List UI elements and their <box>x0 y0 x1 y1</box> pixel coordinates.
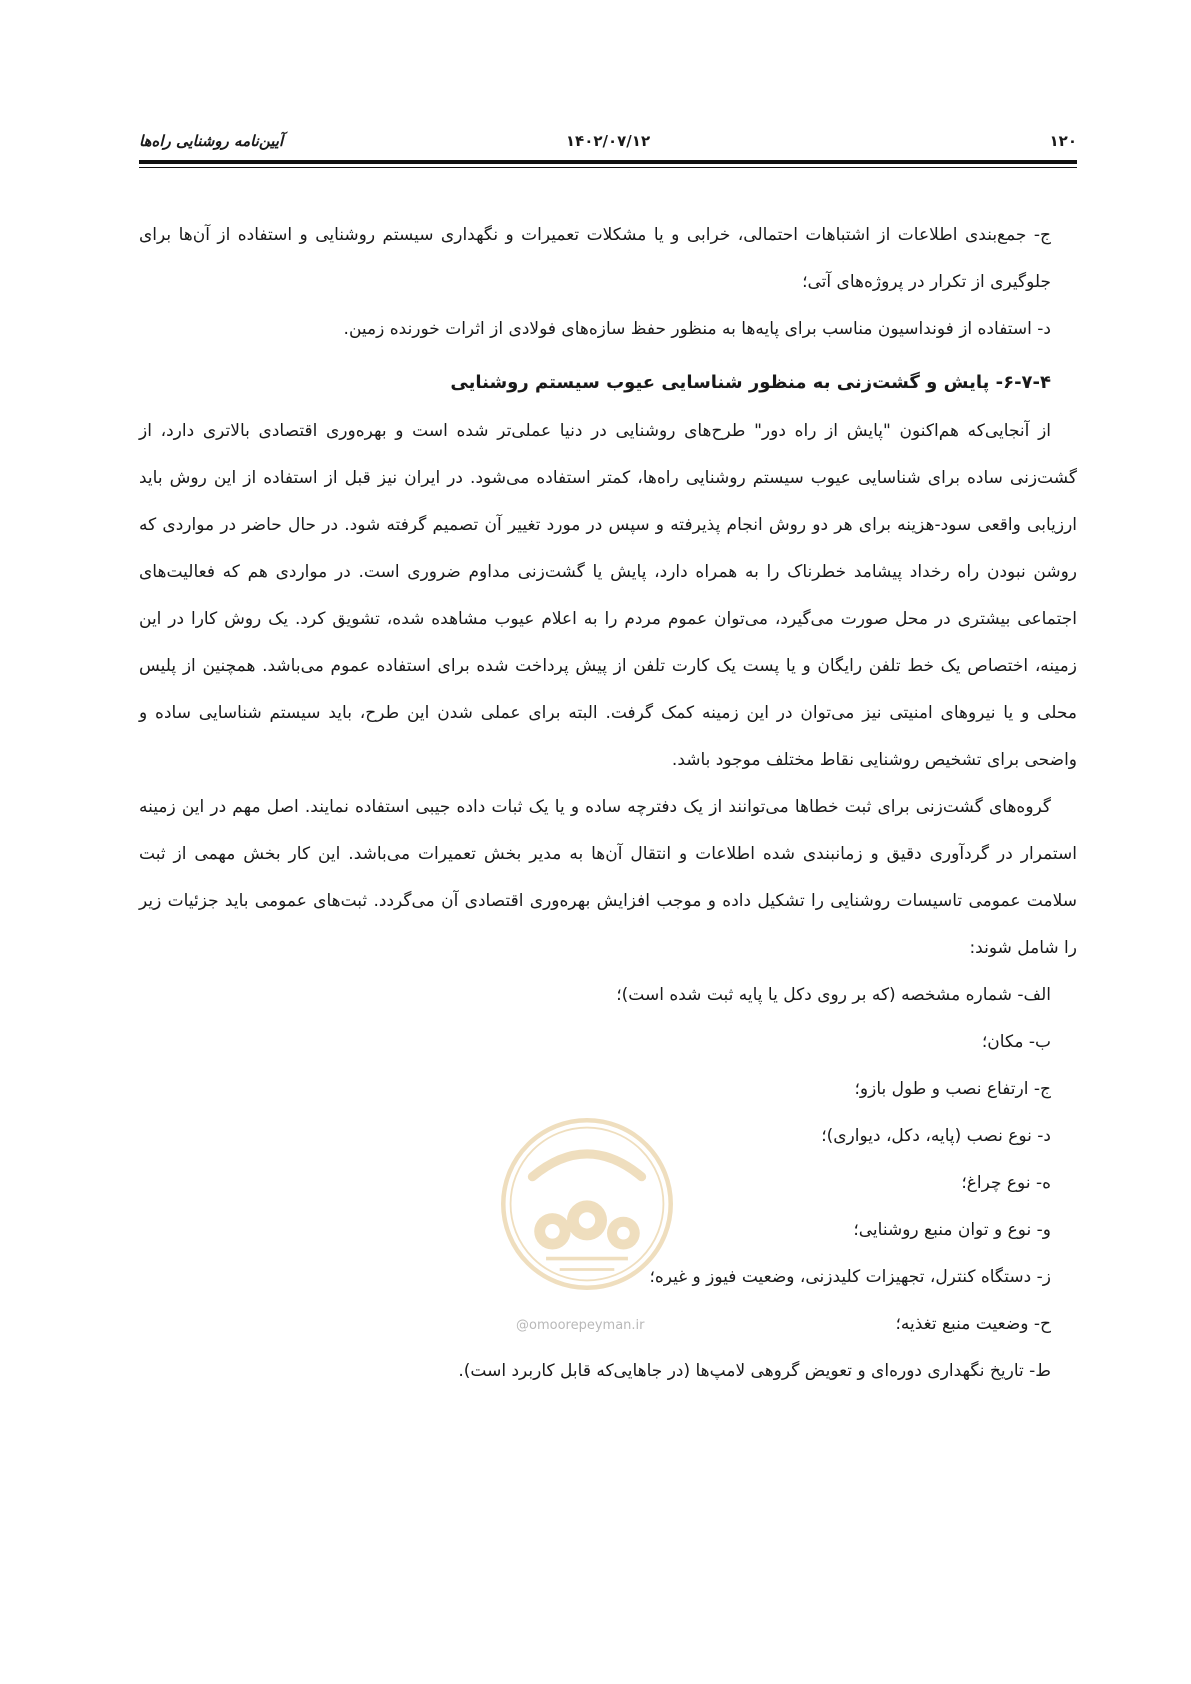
record-item: و- نوع و توان منبع روشنایی؛ <box>853 1220 1051 1240</box>
section-heading: ۶-۷-۴- پایش و گشت‌زنی به منظور شناسایی عیوب سیستم روشنایی <box>450 372 1051 393</box>
record-item: ه- نوع چراغ؛ <box>961 1173 1051 1193</box>
header-rule-thin <box>139 167 1077 168</box>
header-rule-thick <box>139 160 1077 164</box>
record-item: د- نوع نصب (پایه، دکل، دیواری)؛ <box>821 1126 1051 1146</box>
watermark-url: @omoorepeyman.ir <box>516 1318 645 1333</box>
record-item: الف- شماره مشخصه (که بر روی دکل یا پایه ثبت شده است)؛ <box>616 985 1051 1005</box>
paragraph: از آنجایی‌که هم‌اکنون "پایش از راه دور" طرح‌های روشنایی در دنیا عملی‌تر شده است و بهره‌وری اقتصادی بالاتری دارد، از گشت‌زنی ساده برای شناسایی عیوب سیستم روشنایی راه‌ها، کمتر استفاده می‌شود. در ایران نیز قبل از استفاده از این روش باید ارزیابی واقعی سود-هزینه برای هر دو روش انجام پذیرفته و سپس در مورد تغییر آن تصمیم گرفته شود. در حال حاضر در مواردی که روشن نبودن راه رخداد پیشامد خطرناک را به همراه دارد، پایش یا گشت‌زنی مداوم ضروری است. در مواردی هم که فعالیت‌های اجتماعی بیشتری در محل صورت می‌گیرد، می‌توان عموم مردم را به اعلام عیوب مشاهده شده، تشویق کرد. یک روش کارا در این زمینه، اختصاص یک خط تلفن رایگان و یا پست یک کارت تلفن از پیش پرداخت شده برای استفاده عموم می‌باشد. همچنین از پلیس محلی و یا نیروهای امنیتی نیز می‌توان در این زمینه کمک گرفت. البته برای عملی شدن این طرح، باید سیستم شناسایی ساده و واضحی برای تشخیص روشنایی نقاط مختلف موجود باشد. <box>139 421 1077 770</box>
page-header <box>139 128 1077 158</box>
record-item: ب- مکان؛ <box>981 1032 1051 1052</box>
page-number: ۱۲۰ <box>1049 132 1077 150</box>
running-title: آیین‌نامه روشنایی راه‌ها <box>139 132 284 150</box>
record-item: ج- ارتفاع نصب و طول بازو؛ <box>854 1079 1051 1099</box>
list-item-c: ج- جمع‌بندی اطلاعات از اشتباهات احتمالی، خرابی و یا مشکلات تعمیرات و نگهداری سیستم روشنایی و استفاده از آن‌ها برای جلوگیری از تکرار در پروژه‌های آتی؛ <box>139 225 1051 292</box>
record-item: ز- دستگاه کنترل، تجهیزات کلیدزنی، وضعیت فیوز و غیره؛ <box>649 1267 1051 1287</box>
paragraph: گروه‌های گشت‌زنی برای ثبت خطاها می‌توانند از یک دفترچه ساده و یا یک ثبات داده جیبی استفاده نمایند. اصل مهم در این زمینه استمرار در گردآوری دقیق و زمانبندی شده اطلاعات و انتقال آن‌ها به مدیر بخش تعمیرات می‌باشد. این کار بخش مهمی از ثبت سلامت عمومی تاسیسات روشنایی را تشکیل داده و موجب افزایش بهره‌وری اقتصادی آن می‌گردد. ثبت‌های عمومی باید جزئیات زیر را شامل شوند: <box>139 797 1077 958</box>
record-item: ط- تاریخ نگهداری دوره‌ای و تعویض گروهی لامپ‌ها (در جاهایی‌که قابل کاربرد است). <box>458 1361 1051 1381</box>
header-date: ۱۴۰۲/۰۷/۱۲ <box>565 132 651 150</box>
record-item: ح- وضعیت منبع تغذیه؛ <box>895 1314 1051 1334</box>
watermark-logo-icon <box>496 1113 678 1295</box>
list-item-d: د- استفاده از فونداسیون مناسب برای پایه‌ها به منظور حفظ سازه‌های فولادی از اثرات خورنده زمین. <box>343 319 1051 339</box>
